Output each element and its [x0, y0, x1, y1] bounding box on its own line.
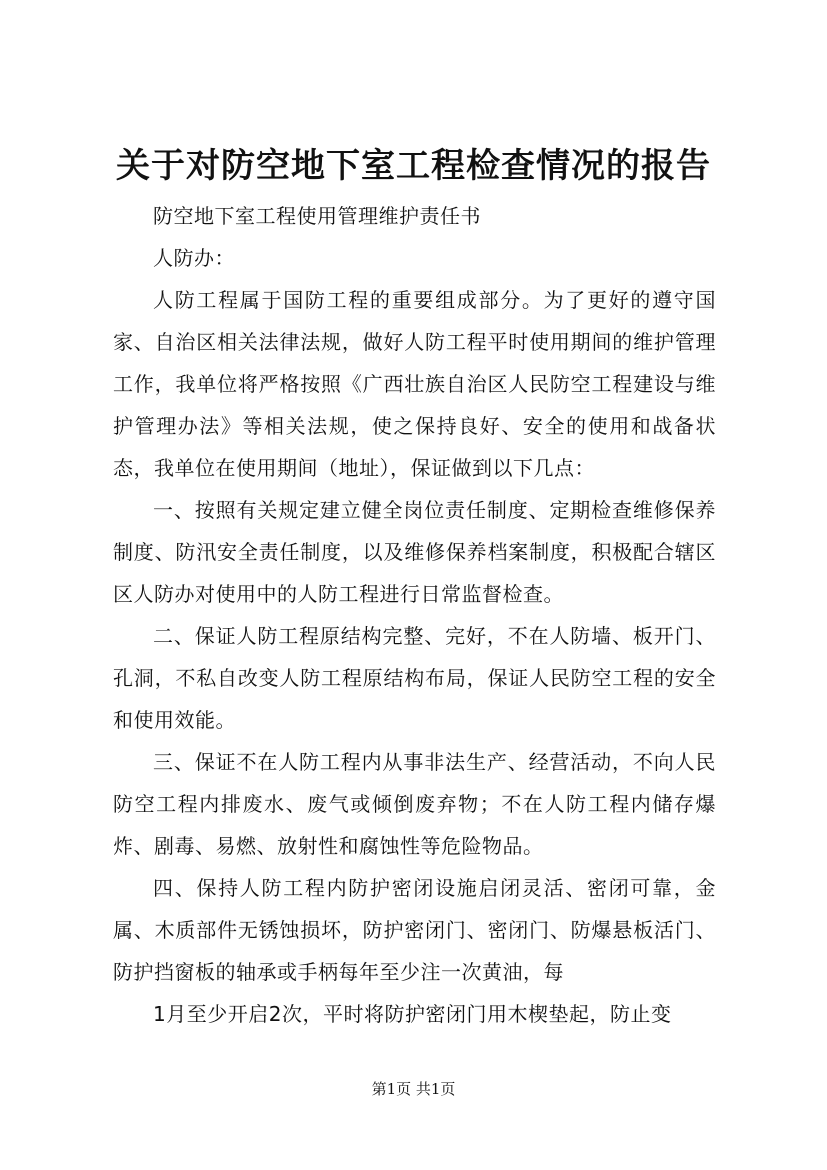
subtitle-paragraph: 防空地下室工程使用管理维护责任书: [153, 204, 481, 228]
page-number-footer: 第1页 共1页: [371, 1080, 456, 1098]
clause-paragraph-1: 一、按照有关规定建立健全岗位责任制度、定期检查维修保养制度、防汛安全责任制度，以及维修保养档案制度，积极配合辖区区人防办对使用中的人防工程进行日常监督检查。: [113, 498, 716, 606]
document-title: 关于对防空地下室工程检查情况的报告: [116, 146, 711, 186]
document-body: [113, 195, 716, 1035]
clause-paragraph-4: 四、保持人防工程内防护密闭设施启闭灵活、密闭可靠，金属、木质部件无锈蚀损坏，防护密闭门、密闭门、防爆悬板活门、防护挡窗板的轴承或手柄每年至少注一次黄油，每: [113, 876, 716, 984]
continuation-paragraph: 1月至少开启2次，平时将防护密闭门用木楔垫起，防止变: [153, 1002, 672, 1026]
clause-paragraph-3: 三、保证不在人防工程内从事非法生产、经营活动，不向人民防空工程内排废水、废气或倾倒废弃物；不在人防工程内储存爆炸、剧毒、易燃、放射性和腐蚀性等危险物品。: [113, 750, 716, 858]
salutation-paragraph: 人防办：: [153, 246, 235, 270]
clause-paragraph-2: 二、保证人防工程原结构完整、完好，不在人防墙、板开门、孔洞，不私自改变人防工程原结构布局，保证人民防空工程的安全和使用效能。: [113, 624, 716, 732]
intro-paragraph: 人防工程属于国防工程的重要组成部分。为了更好的遵守国家、自治区相关法律法规，做好人防工程平时使用期间的维护管理工作，我单位将严格按照《广西壮族自治区人民防空工程建设与维护管理办法》等相关法规，使之保持良好、安全的使用和战备状态，我单位在使用期间（地址），保证做到以下几点：: [113, 288, 716, 480]
